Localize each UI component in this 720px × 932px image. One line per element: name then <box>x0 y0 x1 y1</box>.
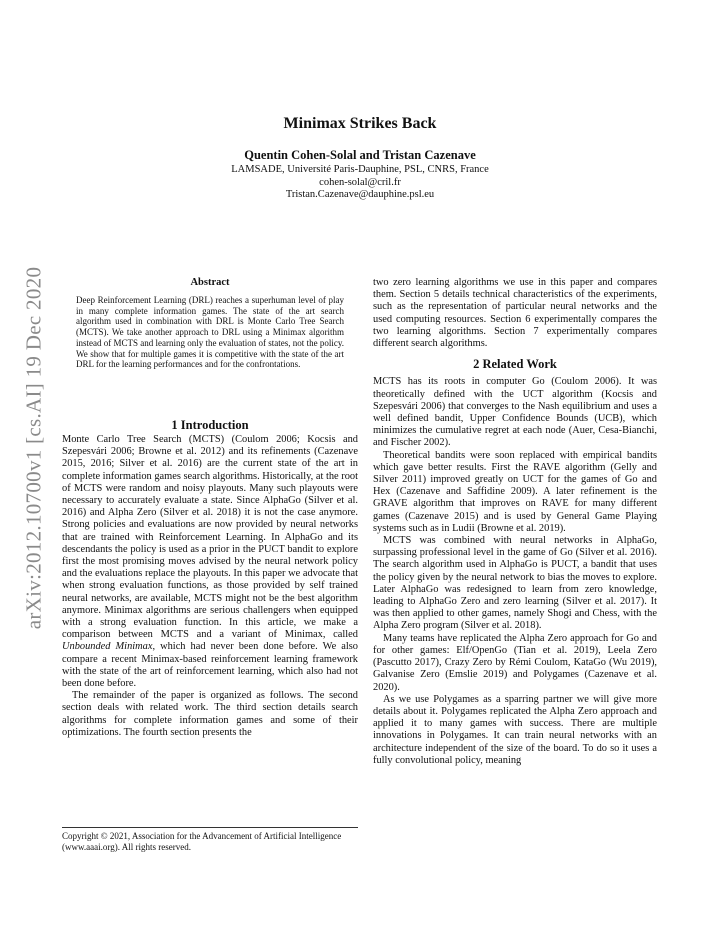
paper-title: Minimax Strikes Back <box>283 115 437 132</box>
intro-paragraph-1 <box>62 434 358 690</box>
intro-p1-emphasis: Unbounded Minimax <box>62 641 153 653</box>
paper-authors: Quentin Cohen-Solal and Tristan Cazenave <box>244 148 476 162</box>
author-email-2: Tristan.Cazenave@dauphine.psl.eu <box>285 189 435 200</box>
related-paragraph-5: As we use Polygames as a sparring partner we will give more details about it. Polygames replicated the Alpha Zero approach and applied it to many games with success. There are multiple innovations in Polygames. It can train neural networks with an architecture independent of the size of the board. To do so it uses a fully convolutional policy, meaning <box>373 693 657 766</box>
affiliation-block <box>0 164 720 202</box>
intro-paragraph-2: The remainder of the paper is organized as follows. The second section deals with related work. The third section details search algorithms for complete information games and some of their optimizations. The fourth section presents the <box>62 690 358 738</box>
author-email-1: cohen-solal@cril.fr <box>319 176 401 188</box>
section-1-heading: 1 Introduction <box>171 418 249 432</box>
intro-p1-text-b: , which had never been done before. We also compare a recent Minimax-based reinforcement learning framework with the state of the art of reinforcement learning, which also had not been done before. <box>62 641 358 690</box>
section-2-heading: 2 Related Work <box>473 357 557 372</box>
intro-p1-text-a: Monte Carlo Tree Search (MCTS) (Coulom 2006; Kocsis and Szepesvári 2006; Browne et al. 2012) and its refinements (Cazenave 2015, 2016; Silver et al. 2016) are the current state of the art in complete information games search algorithms. Historically, at the root of MCTS were random and noisy playouts. Many such playouts were necessary to accurately evaluate a state. Since AlphaGo (Silver et al. 2016) and Alpha Zero (Silver et al. 2018) it is not the case anymore. Strong policies and evaluations are now provided by neural networks that are trained with Reinforcement Learning. In AlphaGo and its descendants the policy is used as a prior in the PUCT bandit to explore first the most promising moves advised by the neural network policy and the evaluations replace the playouts. In this paper we advocate that when strong evaluation functions, as those provided by self trained neural networks, are available, MCTS might not be the best algorithm anymore. Minimax algorithms are serious challengers when equipped with a strong evaluation function. In this article, we make a comparison between MCTS and a variant of Minimax, called <box>62 434 358 641</box>
abstract-heading: Abstract <box>190 277 230 288</box>
related-paragraph-4: Many teams have replicated the Alpha Zero approach for Go and for other games: Elf/OpenGo (Tian et al. 2019), Leela Zero (Pascutto 2017), Crazy Zero by Rémi Coulom, KataGo (Wu 2019), Galvanise Zero (Emslie 2019) and Polygames (Cazenave et al. 2020). <box>373 632 657 693</box>
left-column <box>62 434 358 739</box>
related-paragraph-1: MCTS has its roots in computer Go (Coulom 2006). It was theoretically defined with the UCT algorithm (Kocsis and Szepesvári 2006) that converges to the Nash equilibrium and uses a well defined bandit, Upper Confidence Bounds (UCB), which minimizes the cumulative regret at each node (Auer, Cesa-Bianchi, and Fischer 2002). <box>373 376 657 449</box>
arxiv-stamp-text: arXiv:2012.10700v1 [cs.AI] 19 Dec 2020 <box>21 266 46 630</box>
arxiv-stamp <box>22 258 46 638</box>
related-paragraph-2: Theoretical bandits were soon replaced with empirical bandits which gave better results. First the RAVE algorithm (Gelly and Silver 2011) improved greatly on UCT for the games of Go and Hex (Cazenave and Saffidine 2009). A later refinement is the GRAVE algorithm that improves on RAVE for many different games (Cazenave 2015) and is used by General Game Playing systems such as in Ludii (Browne et al. 2019). <box>373 449 657 534</box>
affiliation-line: LAMSADE, Université Paris-Dauphine, PSL, CNRS, France <box>231 164 489 175</box>
right-column <box>373 277 657 767</box>
abstract-text: Deep Reinforcement Learning (DRL) reaches a superhuman level of play in many complete information games. The state of the art search algorithm used in combination with DRL is Monte Carlo Tree Search (MCTS). We take another approach to DRL using a Minimax algorithm instead of MCTS and learning only the evaluation of states, not the policy. We show that for multiple games it is competitive with the state of the art DRL for the learning performances and for the confrontations. <box>76 295 344 370</box>
related-paragraph-3: MCTS was combined with neural networks in AlphaGo, surpassing professional level in the game of Go (Silver et al. 2016). The search algorithm used in AlphaGo is PUCT, a bandit that uses the policy given by the neural network to bias the moves to explore. Later AlphaGo was redesigned to learn from zero knowledge, leading to AlphaGo Zero and zero learning (Silver et al. 2017). It was then applied to other games, namely Shogi and Chess, with the Alpha Zero program (Silver et al. 2018). <box>373 535 657 632</box>
intro-paragraph-3: two zero learning algorithms we use in this paper and compares them. Section 5 details technical characteristics of the experiments, such as the representation of particular neural networks and the used computing resources. Section 6 experimentally compares the two learning algorithms. Section 7 experimentally compares different search algorithms. <box>373 277 657 350</box>
copyright-footnote: Copyright © 2021, Association for the Advancement of Artificial Intelligence (www.aaai.org). All rights reserved. <box>62 827 358 853</box>
